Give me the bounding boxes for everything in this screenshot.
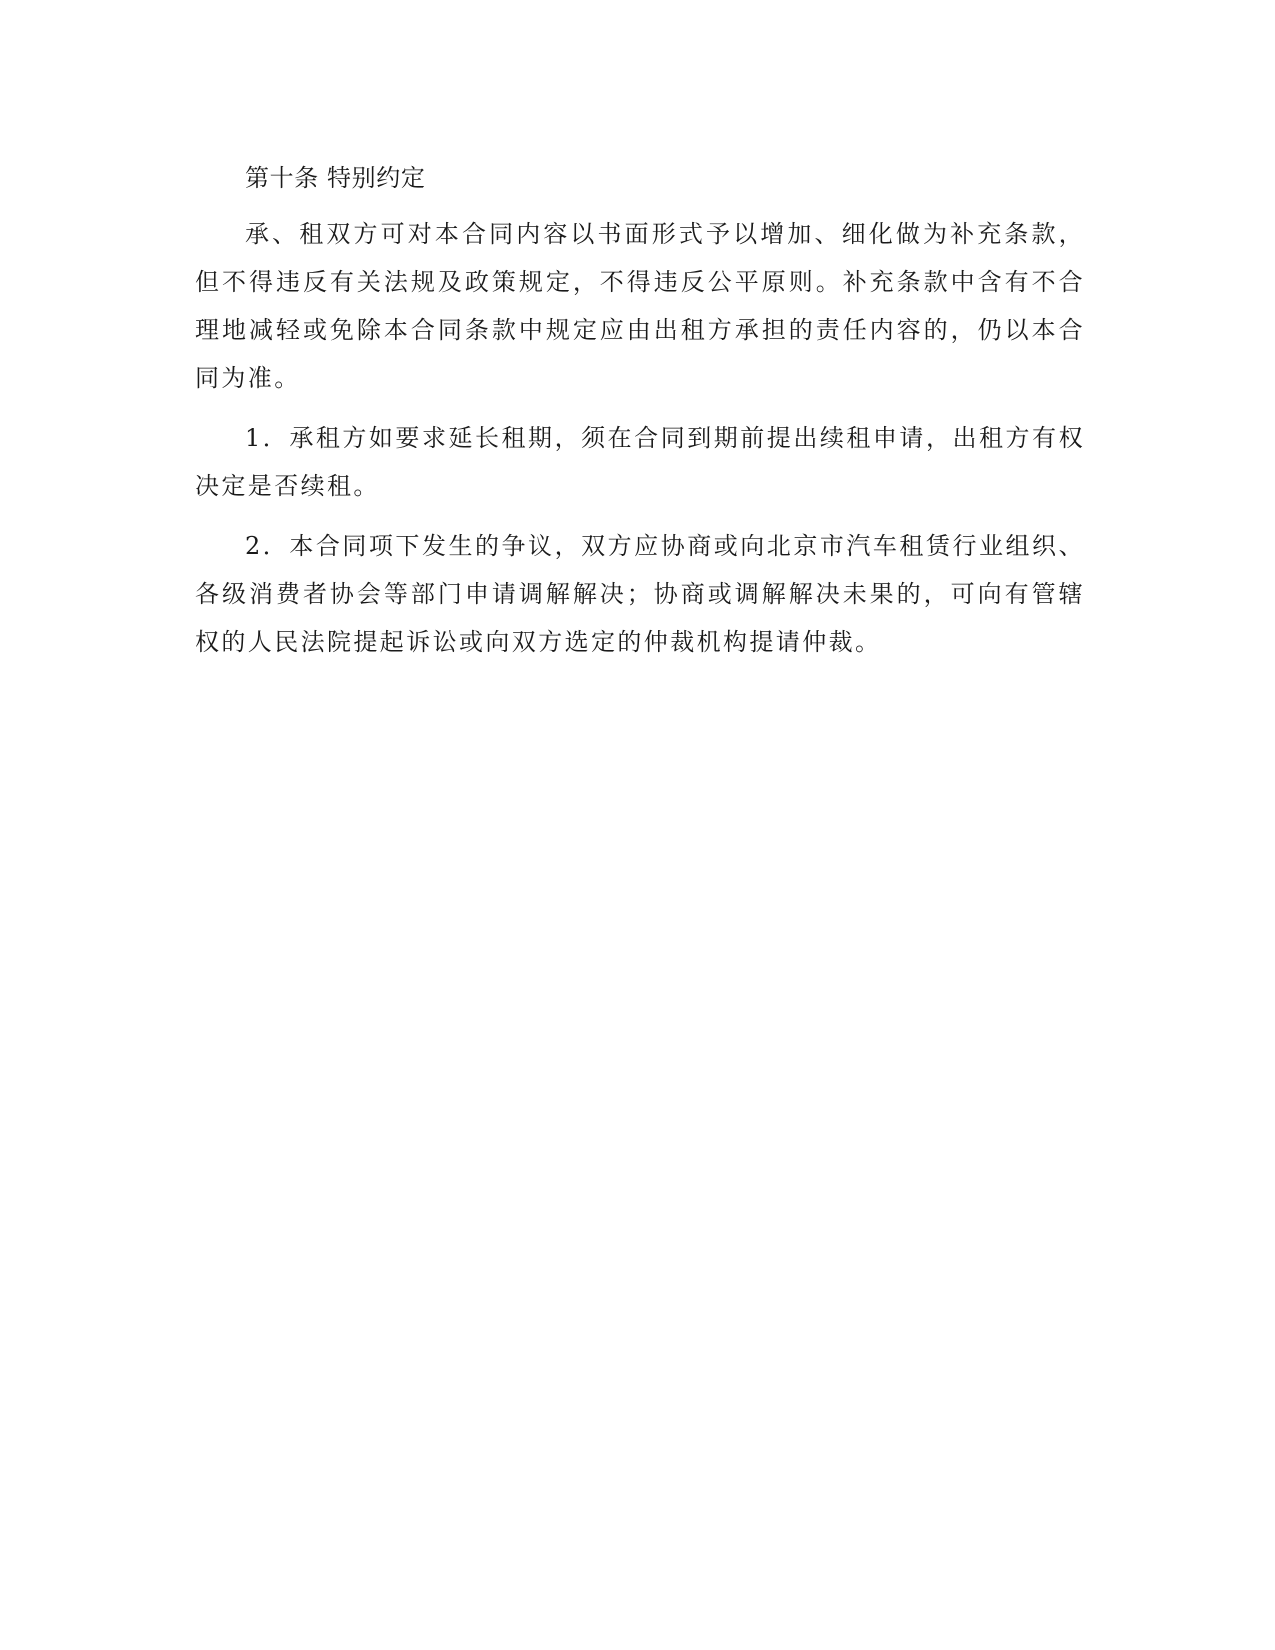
paragraph-lease-extension: 1．承租方如要求延长租期，须在合同到期前提出续租申请，出租方有权决定是否续租。 bbox=[195, 424, 1085, 500]
paragraph-supplementary-terms: 承、租双方可对本合同内容以书面形式予以增加、细化做为补充条款，但不得违反有关法规及政策规定，不得违反公平原则。补充条款中含有不合理地减轻或免除本合同条款中规定应由出租方承担的责任内容的，仍以本合同为准。 bbox=[195, 220, 1085, 392]
paragraph-dispute-resolution: 2．本合同项下发生的争议，双方应协商或向北京市汽车租赁行业组织、各级消费者协会等部门申请调解解决；协商或调解解决未果的，可向有管辖权的人民法院提起诉讼或向双方选定的仲裁机构提请仲裁。 bbox=[195, 532, 1085, 656]
section-heading: 第十条 特别约定 bbox=[245, 164, 426, 192]
document-body bbox=[195, 158, 1085, 678]
